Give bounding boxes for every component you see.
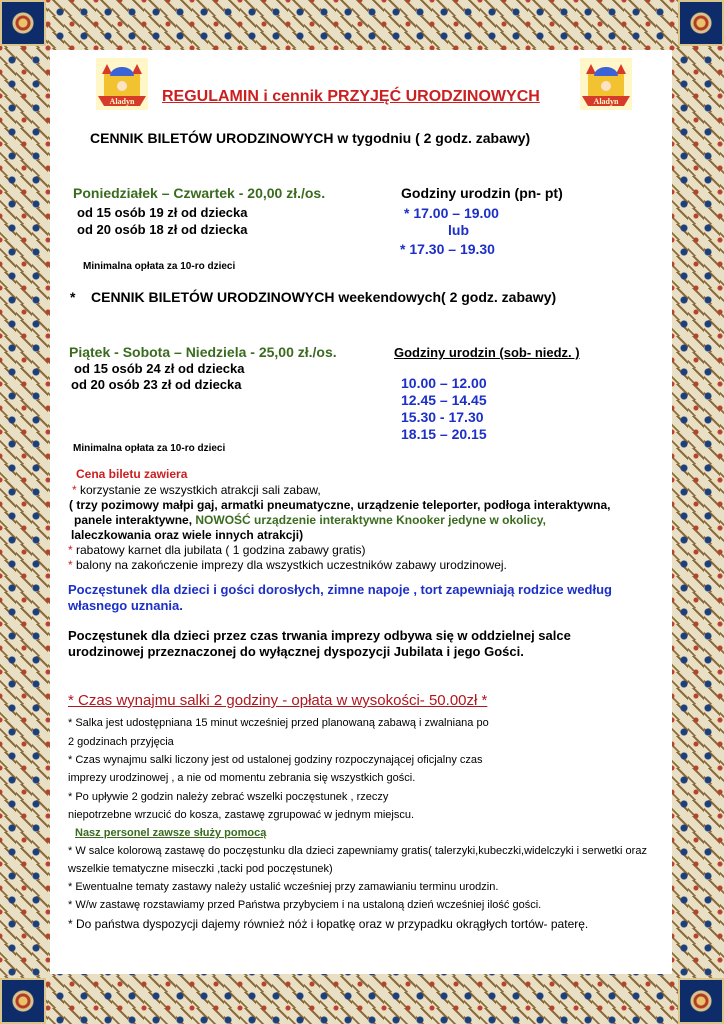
rental-line-2: 2 godzinach przyjęcia (68, 736, 174, 748)
rental-last-line: * Do państwa dyspozycji dajemy również nóż i łopatkę oraz w przypadku okrągłych tortów- paterę. (68, 917, 589, 931)
weekday-minimum: Minimalna opłata za 10-ro dzieci (83, 261, 236, 272)
includes-line-1-text: korzystanie ze wszystkich atrakcji sali zabaw, (76, 483, 321, 497)
rental-line-4: imprezy urodzinowej , a nie od momentu zebrania się wszystkich gości. (68, 772, 416, 784)
logo-text-left: Aladyn (109, 97, 135, 106)
includes-line-6-text: balony na zakończenie imprezy dla wszystkich uczestników zabawy urodzinowej. (72, 558, 507, 572)
rental-line-6: niepotrzebne wrzucić do kosza, zastawę zgrupować w jednym miejscu. (68, 809, 415, 821)
corner-ornament-top-right (678, 0, 724, 46)
includes-line-5 (68, 543, 366, 557)
bullet-star: * (68, 543, 73, 557)
document-page (50, 50, 672, 974)
weekday-discount-20: od 20 osób 18 zł od dziecka (77, 222, 248, 237)
rental-line-8: wszelkie tematyczne miseczki ,tacki pod poczęstunek) (68, 863, 333, 875)
rental-line-1: * Salka jest udostępniana 15 minut wcześniej przed planowaną zabawą i zwalniana po (68, 717, 489, 729)
weekday-price: Poniedziałek – Czwartek - 20,00 zł./os. (73, 185, 326, 201)
refreshments-p2a: Poczęstunek dla dzieci przez czas trwania imprezy odbywa się w oddzielnej salce (68, 628, 571, 643)
weekend-discount-20: od 20 osób 23 zł od dziecka (71, 377, 242, 392)
aladyn-logo-left (94, 56, 150, 112)
includes-new-knooker: NOWOŚĆ urządzenie interaktywne Knooker jedyne w okolicy, (195, 513, 546, 527)
rental-line-9: * Ewentualne tematy zastawy należy ustalić wcześniej przy zamawianiu terminu urodzin. (68, 881, 499, 893)
includes-line-2: ( trzy pozimowy małpi gaj, armatki pneumatyczne, urządzenie teleporter, podłoga interaktywna, (69, 498, 611, 512)
rental-line-10: * W/w zastawę rozstawiamy przed Państwa przybyciem i na ustaloną dzień wcześniej ilość gości. (68, 899, 542, 911)
weekend-hours-1: 10.00 – 12.00 (401, 375, 487, 391)
corner-ornament-bottom-left (0, 978, 46, 1024)
weekday-hours-1: * 17.00 – 19.00 (404, 205, 499, 221)
corner-ornament-top-left (0, 0, 46, 46)
weekend-star: * (70, 289, 76, 305)
refreshments-p1b: własnego uznania. (68, 598, 183, 613)
rental-heading: * Czas wynajmu salki 2 godziny - opłata w wysokości- 50.00zł * (68, 692, 488, 709)
corner-ornament-bottom-right (678, 978, 724, 1024)
includes-line-1 (72, 483, 321, 497)
bullet-star: * (72, 483, 77, 497)
weekday-heading: CENNIK BILETÓW URODZINOWYCH w tygodniu ( 2 godz. zabawy) (90, 130, 531, 146)
rental-line-5: * Po upływie 2 godzin należy zebrać wszelki poczęstunek , rzeczy (68, 791, 389, 803)
aladyn-logo-right (578, 56, 634, 112)
weekend-heading: CENNIK BILETÓW URODZINOWYCH weekendowych( 2 godz. zabawy) (91, 289, 557, 305)
weekend-hours-2: 12.45 – 14.45 (401, 392, 487, 408)
includes-line-3 (74, 513, 546, 527)
weekend-price: Piątek - Sobota – Niedziela - 25,00 zł./os. (69, 344, 337, 360)
weekday-hours-2: * 17.30 – 19.30 (400, 241, 495, 257)
refreshments-p2b: urodzinowej przeznaczonej do wyłącznej dyspozycji Jubilata i jego Gości. (68, 644, 524, 659)
rental-line-7: * W salce kolorową zastawę do poczęstunku dla dzieci zapewniamy gratis( talerzyki,kubeczki,widelczyki i serwetki oraz (68, 845, 647, 857)
weekend-minimum: Minimalna opłata za 10-ro dzieci (73, 443, 226, 454)
weekend-hours-3: 15.30 - 17.30 (401, 409, 484, 425)
includes-line-6 (68, 558, 507, 572)
weekday-hours-or: lub (448, 222, 469, 238)
weekday-hours-title: Godziny urodzin (pn- pt) (401, 185, 563, 201)
weekend-discount-15: od 15 osób 24 zł od dziecka (74, 361, 245, 376)
weekend-hours-4: 18.15 – 20.15 (401, 426, 487, 442)
bullet-star: * (68, 558, 73, 572)
includes-line-5-text: rabatowy karnet dla jubilata ( 1 godzina zabawy gratis) (72, 543, 366, 557)
weekday-discount-15: od 15 osób 19 zł od dziecka (77, 205, 248, 220)
staff-note: Nasz personel zawsze służy pomocą (75, 827, 267, 839)
logo-text-right: Aladyn (593, 97, 619, 106)
includes-line-4: laleczkowania oraz wiele innych atrakcji) (71, 528, 304, 542)
page-title: REGULAMIN i cennik PRZYJĘĆ URODZINOWYCH (162, 88, 540, 105)
includes-title: Cena biletu zawiera (76, 467, 188, 481)
weekend-hours-title: Godziny urodzin (sob- niedz. ) (394, 345, 580, 360)
rental-line-3: * Czas wynajmu salki liczony jest od ustalonej godziny rozpoczynającej oficjalny czas (68, 754, 483, 766)
includes-line-3a: panele interaktywne, (74, 513, 196, 527)
refreshments-p1a: Poczęstunek dla dzieci i gości dorosłych, zimne napoje , tort zapewniają rodzice według (68, 582, 612, 597)
